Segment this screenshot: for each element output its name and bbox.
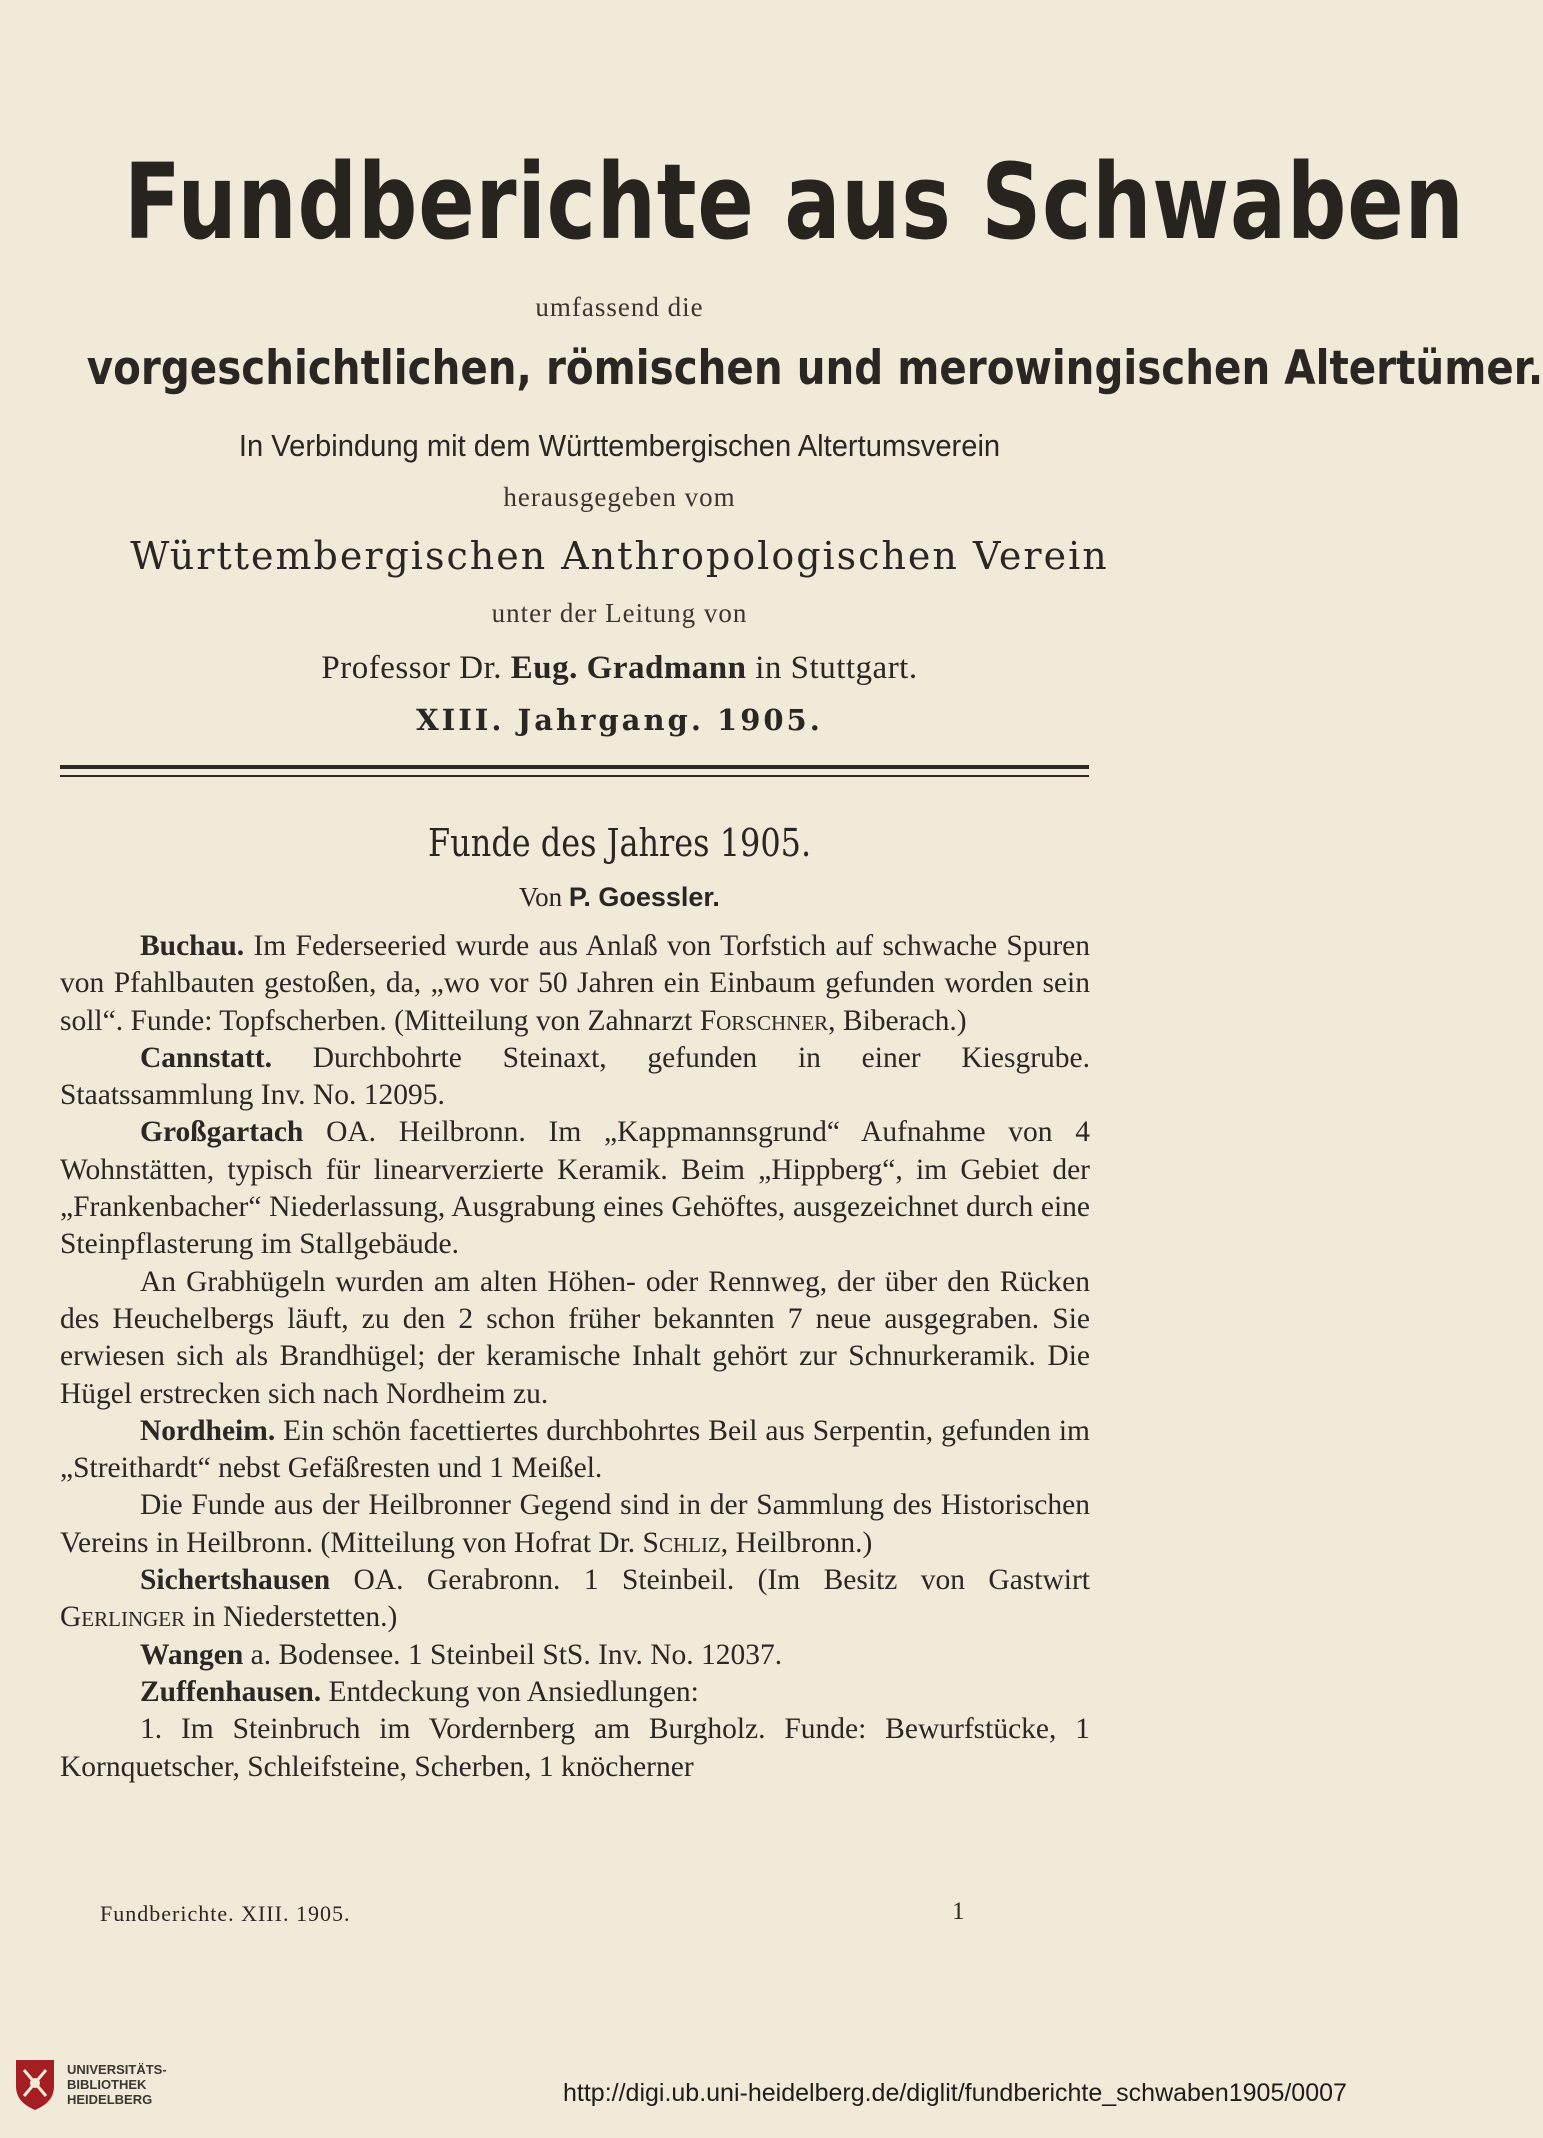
- person-name: Gerlinger: [60, 1601, 186, 1634]
- association-line: In Verbindung mit dem Württembergischen Altertumsverein: [238, 428, 1001, 463]
- header-rule-thin: [60, 775, 1089, 777]
- subtitle-umfassend: umfassend die: [535, 292, 704, 322]
- society-name: Württembergischen Anthropologischen Verein: [130, 534, 1109, 578]
- paragraph-grabhuegel: An Grabhügeln wurden am alten Höhen- oder Rennweg, der über den Rücken des Heuchelbergs läuft, zu den 2 schon früher bekannten 7 neue ausgegraben. Sie erwiesen sich als Brandhügel; der keramische Inhalt gehört zur Schnurkeramik. Die Hügel erstrecken sich nach Nordheim zu.: [60, 1265, 1090, 1410]
- place-name: Nordheim.: [140, 1414, 276, 1447]
- library-seal-icon: [12, 2056, 58, 2112]
- editor-prefix: Professor Dr.: [321, 650, 511, 686]
- paragraph-buchau: Buchau. Im Federseeried wurde aus Anlaß von Torfstich auf schwache Spuren von Pfahlbauten gestoßen, da, „wo vor 50 Jahren ein Einbaum gefunden worden sein soll“. Funde: Topfscherben. (Mitteilung von Zahnarzt Forschner, Biberach.): [60, 930, 1090, 1037]
- paragraph-zuffenhausen: Zuffenhausen. Entdeckung von Ansiedlungen:: [140, 1675, 699, 1708]
- paragraph-heilbronn-sammlung: Die Funde aus der Heilbronner Gegend sind in der Sammlung des Historischen Vereins in Heilbronn. (Mitteilung von Hofrat Dr. Schliz, Heilbronn.): [60, 1489, 1090, 1559]
- place-name: Wangen: [140, 1638, 244, 1671]
- place-name: Zuffenhausen.: [140, 1675, 322, 1708]
- place-name: Sichertshausen: [140, 1564, 331, 1597]
- place-name: Buchau.: [140, 930, 245, 962]
- paragraph-vordernberg: 1. Im Steinbruch im Vordernberg am Burgholz. Funde: Bewurfstücke, 1 Kornquetscher, Schleifsteine, Scherben, 1 knöcherner: [60, 1713, 1090, 1783]
- subtitle-altertuemer: vorgeschichtlichen, römischen und merowingischen Altertümer.: [86, 341, 1543, 396]
- library-name: UNIVERSITÄTS- BIBLIOTHEK HEIDELBERG: [67, 2062, 167, 2107]
- running-footer: Fundberichte. XIII. 1905.: [100, 1901, 351, 1926]
- editor-name: Eug. Gradmann: [510, 650, 747, 686]
- journal-title: Fundberichte aus Schwaben: [124, 141, 1465, 263]
- volume-line: XIII. Jahrgang. 1905.: [416, 703, 823, 737]
- editor-line: [0, 647, 1239, 689]
- place-name: Cannstatt.: [140, 1041, 272, 1074]
- direction-line: unter der Leitung von: [491, 598, 748, 628]
- published-by-line: herausgegeben vom: [503, 482, 736, 512]
- person-name: Forschner: [699, 1004, 829, 1037]
- paragraph-nordheim: Nordheim. Ein schön facettiertes durchbohrtes Beil aus Serpentin, gefunden im „Streithardt“ nebst Gefäßresten und 1 Meißel.: [60, 1414, 1090, 1485]
- source-url[interactable]: http://digi.ub.uni-heidelberg.de/diglit/fundberichte_schwaben1905/0007: [563, 2079, 1347, 2107]
- place-name: Großgartach: [140, 1116, 304, 1149]
- paragraph-grossgartach: Großgartach OA. Heilbronn. Im „Kappmannsgrund“ Aufnahme von 4 Wohnstätten, typisch für linearverzierte Keramik. Beim „Hippberg“, im Gebiet der „Frankenbacher“ Niederlassung, Ausgrabung eines Gehöftes, ausgezeichnet durch eine Steinpflasterung im Stallgebäude.: [60, 1116, 1090, 1261]
- editor-suffix: in Stuttgart.: [746, 650, 918, 686]
- byline: [0, 880, 1239, 914]
- paragraph-wangen: Wangen a. Bodensee. 1 Steinbeil StS. Inv. No. 12037.: [140, 1638, 783, 1671]
- paragraph-sichertshausen: Sichertshausen OA. Gerabronn. 1 Steinbeil. (Im Besitz von Gastwirt Gerlinger in Niederstetten.): [60, 1564, 1090, 1634]
- paragraph-cannstatt: Cannstatt. Durchbohrte Steinaxt, gefunden in einer Kiesgrube. Staatssammlung Inv. No. 12095.: [60, 1041, 1090, 1112]
- article-title: Funde des Jahres 1905.: [428, 821, 812, 865]
- person-name: Schliz: [642, 1526, 721, 1559]
- library-logo: [12, 2050, 172, 2130]
- article-body: [60, 928, 1090, 1786]
- header-rule-thick: [60, 765, 1089, 769]
- byline-author: P. Goessler.: [568, 882, 720, 912]
- byline-prefix: Von: [519, 882, 569, 912]
- page-number: 1: [952, 1898, 965, 1925]
